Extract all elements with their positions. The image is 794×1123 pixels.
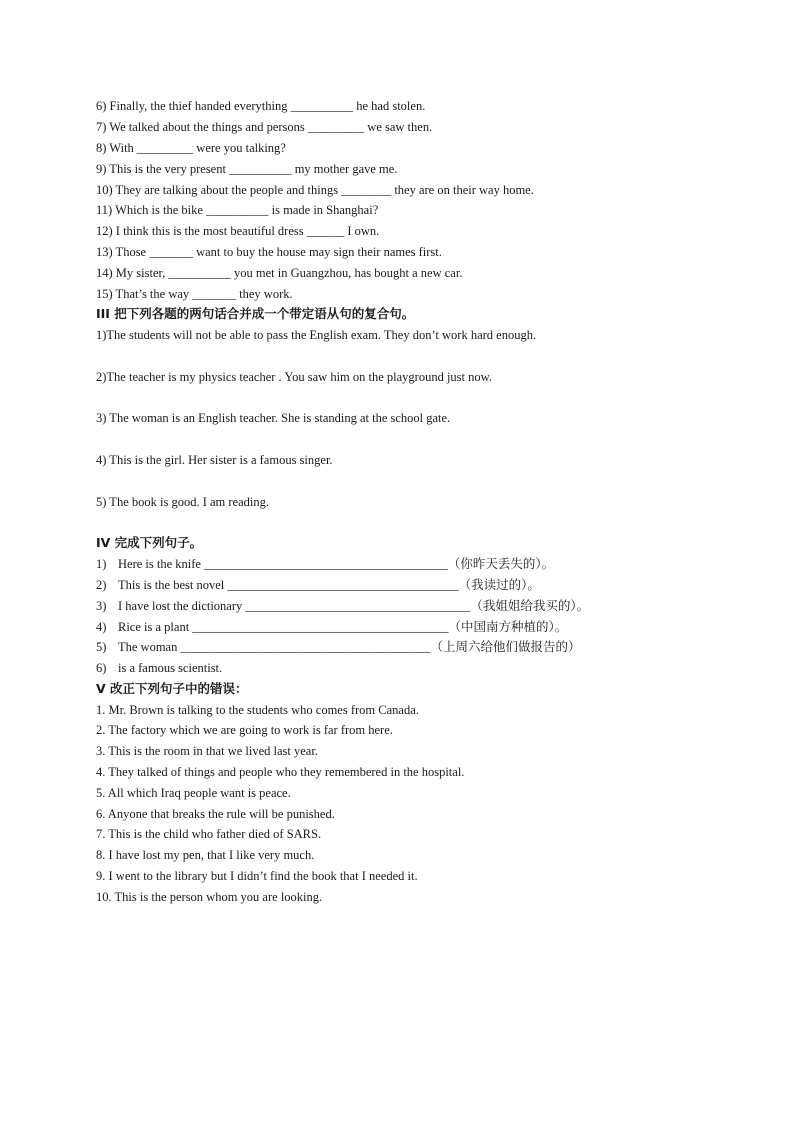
- exercise-item: 10) They are talking about the people and things ________ they are on their way home.: [96, 183, 534, 197]
- item-number: 6): [96, 661, 107, 675]
- exercise-item: 11) Which is the bike __________ is made in Shanghai?: [96, 203, 379, 217]
- exercise-item: 8. I have lost my pen, that I like very much.: [96, 848, 315, 862]
- exercise-item: 2. The factory which we are going to work is far from here.: [96, 723, 393, 737]
- exercise-item: [96, 577, 540, 593]
- item-number: 4): [96, 620, 107, 634]
- exercise-item: [96, 598, 589, 614]
- exercise-item: 12) I think this is the most beautiful dress ______ I own.: [96, 224, 380, 238]
- exercise-item: 9. I went to the library but I didn’t find the book that I needed it.: [96, 869, 418, 883]
- exercise-item: 5. All which Iraq people want is peace.: [96, 786, 291, 800]
- exercise-item: 7. This is the child who father died of SARS.: [96, 827, 322, 841]
- exercise-item: [96, 639, 580, 655]
- exercise-item: 5) The book is good. I am reading.: [96, 495, 269, 509]
- exercise-item: 2)The teacher is my physics teacher . You saw him on the playground just now.: [96, 370, 492, 384]
- exercise-item: [96, 619, 567, 635]
- exercise-item: 14) My sister, __________ you met in Guangzhou, has bought a new car.: [96, 266, 463, 280]
- item-text: The woman ________________________________________（上周六给他们做报告的）: [118, 640, 581, 654]
- exercise-item: 4) This is the girl. Her sister is a famous singer.: [96, 453, 333, 467]
- exercise-item: 6. Anyone that breaks the rule will be punished.: [96, 807, 335, 821]
- exercise-item: 13) Those _______ want to buy the house may sign their names first.: [96, 245, 442, 259]
- section-heading-iv: IV 完成下列句子。: [96, 535, 203, 550]
- item-number: 1): [96, 557, 107, 571]
- exercise-item: 1. Mr. Brown is talking to the students who comes from Canada.: [96, 703, 419, 717]
- item-number: 5): [96, 640, 107, 654]
- item-text: Here is the knife _______________________________________（你昨天丢失的）。: [118, 557, 555, 571]
- exercise-item: 1)The students will not be able to pass the English exam. They don’t work hard enough.: [96, 328, 537, 342]
- exercise-item: 4. They talked of things and people who they remembered in the hospital.: [96, 765, 465, 779]
- exercise-item: [96, 556, 554, 572]
- item-number: 2): [96, 578, 107, 592]
- exercise-item: 8) With _________ were you talking?: [96, 141, 286, 155]
- exercise-item: [96, 660, 222, 676]
- exercise-item: 9) This is the very present __________ my mother gave me.: [96, 162, 398, 176]
- exercise-item: 6) Finally, the thief handed everything __________ he had stolen.: [96, 99, 426, 113]
- item-number: 3): [96, 599, 107, 613]
- exercise-item: 3. This is the room in that we lived last year.: [96, 744, 318, 758]
- section-heading-v: V 改正下列句子中的错误：: [96, 681, 248, 696]
- item-text: This is the best novel _____________________________________（我读过的）。: [118, 578, 540, 592]
- item-text: I have lost the dictionary ____________________________________（我姐姐给我买的）。: [118, 599, 590, 613]
- exercise-item: 10. This is the person whom you are looking.: [96, 890, 323, 904]
- section-heading-iii: III 把下列各题的两句话合并成一个带定语从句的复合句。: [96, 306, 415, 321]
- item-text: Rice is a plant _________________________________________（中国南方种植的）。: [118, 620, 568, 634]
- exercise-item: 3) The woman is an English teacher. She is standing at the school gate.: [96, 411, 451, 425]
- exercise-item: 7) We talked about the things and persons _________ we saw then.: [96, 120, 433, 134]
- exercise-item: 15) That’s the way _______ they work.: [96, 287, 293, 301]
- item-text: is a famous scientist.: [118, 661, 223, 675]
